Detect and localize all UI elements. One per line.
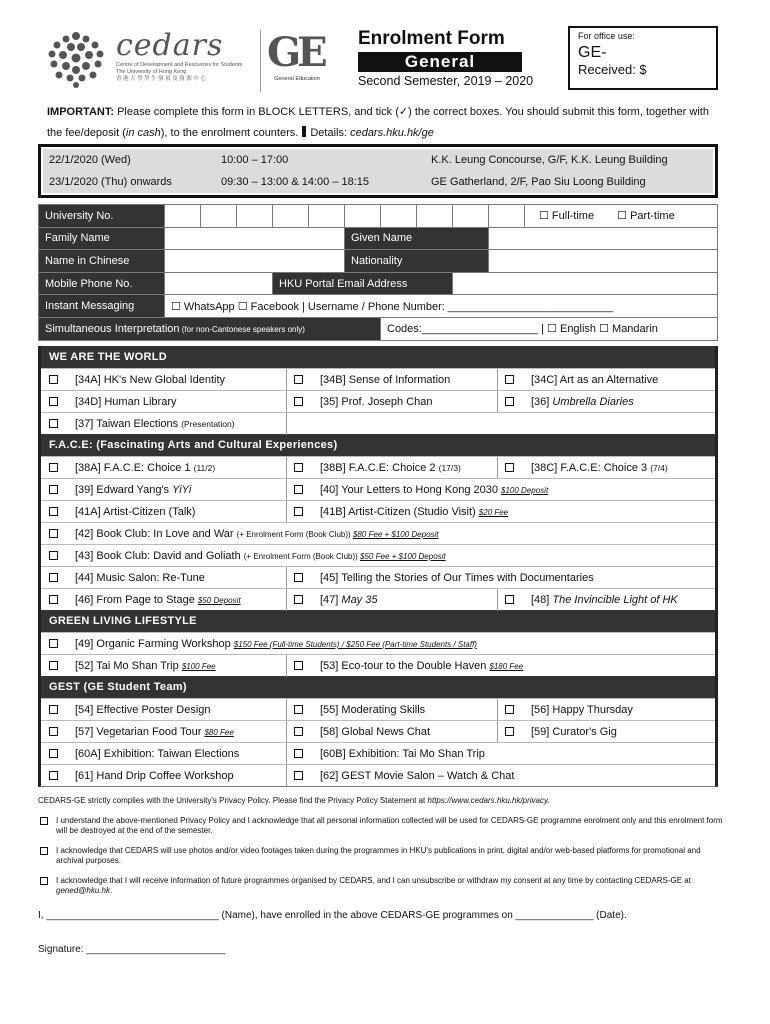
checkbox — [49, 507, 58, 516]
programme-57[interactable]: [57] Vegetarian Food Tour $80 Fee — [41, 721, 286, 743]
section-world: WE ARE THE WORLD — [41, 346, 715, 368]
section-gest: GEST (GE Student Team) — [41, 676, 715, 698]
programme-47[interactable]: [47] May 35 — [286, 589, 496, 611]
university-no-label: University No. — [39, 205, 165, 228]
programme-41a[interactable]: [41A] Artist-Citizen (Talk) — [41, 501, 286, 523]
programme-36[interactable]: [36] Umbrella Diaries — [497, 391, 721, 413]
cedars-subtitle: Centre of Development and Resources for Students The University of Hong Kong 香 港 大 學 學 生 發 展 及 資 源 中 心 — [116, 62, 243, 82]
university-no-digit[interactable] — [345, 205, 381, 228]
section-green: GREEN LIVING LIFESTYLE — [41, 610, 715, 632]
checkbox — [505, 705, 514, 714]
checkbox — [49, 375, 58, 384]
checkbox — [49, 749, 58, 758]
checkbox — [294, 463, 303, 472]
checkbox — [49, 397, 58, 406]
checkbox — [49, 551, 58, 560]
important-notice: IMPORTANT: Please complete this form in BLOCK LETTERS, and tick (✓) the correct boxes. You should submit this form, together with the fee/deposit (in cash), to the enrolment counters. Details: cedars.hku.hk/ge — [47, 106, 709, 139]
programme-60b[interactable]: [60B] Exhibition: Tai Mo Shan Trip — [286, 743, 721, 765]
checkbox — [294, 397, 303, 406]
checkbox — [40, 877, 48, 885]
ack-photos[interactable]: I acknowledge that CEDARS will use photos and/or video footages taken during the programmes in HKU's publications in print, digital and/or web-based platforms for promotional and archival purposes. — [38, 846, 728, 867]
table-row — [41, 412, 715, 434]
checkbox — [294, 771, 303, 780]
programme-34c[interactable]: [34C] Art as an Alternative — [497, 369, 721, 391]
checkbox — [49, 727, 58, 736]
checkbox — [49, 595, 58, 604]
programme-40[interactable]: [40] Your Letters to Hong Kong 2030 $100 Deposit — [286, 479, 721, 501]
cedars-logo — [46, 28, 256, 88]
family-name-label: Family Name — [39, 227, 165, 250]
checkbox — [294, 705, 303, 714]
programme-42[interactable]: [42] Book Club: In Love and War (+ Enrolment Form (Book Club)) $80 Fee + $100 Deposit — [41, 523, 721, 545]
office-code: GE- — [578, 44, 607, 61]
university-no-digit[interactable] — [273, 205, 309, 228]
table-row — [41, 544, 715, 566]
programme-59[interactable]: [59] Curator's Gig — [497, 721, 721, 743]
office-use-box — [568, 26, 718, 90]
office-received: Received: $ — [578, 62, 647, 77]
privacy-footer — [38, 796, 728, 897]
interpretation-codes[interactable]: Codes:___________________ | ☐ English ☐ Mandarin — [381, 317, 718, 340]
table-row — [41, 720, 715, 742]
semester-label: Second Semester, 2019 – 2020 — [358, 74, 534, 88]
programme-56[interactable]: [56] Happy Thursday — [497, 699, 721, 721]
programme-34b[interactable]: [34B] Sense of Information — [286, 369, 496, 391]
checkbox — [49, 661, 58, 670]
checkbox — [49, 485, 58, 494]
checkbox — [49, 419, 58, 428]
table-row — [41, 500, 715, 522]
checkbox — [49, 705, 58, 714]
office-use-label: For office use: — [578, 31, 635, 41]
programme-34a[interactable]: [34A] HK's New Global Identity — [41, 369, 286, 391]
privacy-link[interactable]: https://www.cedars.hku.hk/privacy. — [427, 796, 550, 805]
university-no-digit[interactable] — [165, 205, 201, 228]
checkbox — [49, 573, 58, 582]
interpretation-label: Simultaneous Interpretation (for non-Cantonese speakers only) — [39, 317, 381, 340]
schedule-row: 22/1/2020 (Wed) 10:00 – 17:00 K.K. Leung Concourse, G/F, K.K. Leung Building — [49, 154, 668, 166]
university-no-digit[interactable] — [453, 205, 489, 228]
privacy-statement: CEDARS-GE strictly complies with the University's Privacy Policy. Please find the Privacy Policy Statement at https://www.cedars.hku.hk/privacy. — [38, 796, 550, 805]
table-row — [41, 742, 715, 764]
checkbox — [505, 397, 514, 406]
ack-newsletter[interactable]: I acknowledge that I will receive information of future programmes organised by CEDARS, and I can unsubscribe or withdraw my consent at any time by contacting CEDARS-GE at gened@hku.hk. — [38, 876, 728, 897]
form-header — [40, 24, 730, 94]
table-row — [41, 632, 715, 654]
table-row — [41, 478, 715, 500]
im-label: Instant Messaging — [39, 295, 165, 318]
cedars-wordmark: cedars — [116, 28, 224, 63]
table-row — [41, 588, 715, 610]
bullet-bar-icon — [302, 126, 306, 137]
table-row — [41, 368, 715, 390]
table-row — [41, 764, 715, 786]
table-row — [41, 522, 715, 544]
ge-caption: General Education — [274, 76, 320, 82]
ge-logo — [260, 30, 330, 92]
chinese-name-field[interactable] — [165, 250, 345, 273]
checkbox — [294, 485, 303, 494]
programme-48[interactable]: [48] The Invincible Light of HK — [497, 589, 721, 611]
programme-44[interactable]: [44] Music Salon: Re-Tune — [41, 567, 286, 589]
checkbox — [294, 727, 303, 736]
programme-39[interactable]: [39] Edward Yang's YiYi — [41, 479, 286, 501]
programme-34d[interactable]: [34D] Human Library — [41, 391, 286, 413]
checkbox — [294, 375, 303, 384]
full-time-checkbox[interactable]: ☐ Full-time — [539, 210, 595, 223]
checkbox — [505, 595, 514, 604]
programme-55[interactable]: [55] Moderating Skills — [286, 699, 496, 721]
part-time-checkbox[interactable]: ☐ Part-time — [617, 210, 675, 223]
checkbox — [49, 771, 58, 780]
programme-35[interactable]: [35] Prof. Joseph Chan — [286, 391, 496, 413]
programme-62[interactable]: [62] GEST Movie Salon – Watch & Chat — [286, 765, 721, 787]
title-block — [358, 28, 558, 88]
checkbox — [505, 463, 514, 472]
university-no-digit[interactable] — [381, 205, 417, 228]
programme-37[interactable]: [37] Taiwan Elections (Presentation) — [41, 413, 286, 435]
programme-61[interactable]: [61] Hand Drip Coffee Workshop — [41, 765, 286, 787]
cedars-dots-icon — [46, 30, 106, 88]
chinese-name-label: Name in Chinese — [39, 250, 165, 273]
study-mode[interactable] — [525, 205, 718, 228]
nationality-label: Nationality — [345, 250, 489, 273]
section-face: F.A.C.E: (Fascinating Arts and Cultural Experiences) — [41, 434, 715, 456]
programme-38c[interactable]: [38C] F.A.C.E: Choice 3 (7/4) — [497, 457, 721, 479]
checkbox — [294, 661, 303, 670]
university-no-digit[interactable] — [489, 205, 525, 228]
checkbox — [294, 595, 303, 604]
ack-privacy[interactable]: I understand the above-mentioned Privacy Policy and I acknowledge that all personal information collected will be used for CEDARS-GE programme enrolment only and this enrolment form will be destroyed at the end of the semester. — [38, 816, 728, 837]
checkbox — [40, 847, 48, 855]
schedule-row: 23/1/2020 (Thu) onwards 09:30 – 13:00 & 14:00 – 18:15 GE Gatherland, 2/F, Pao Siu Loong Building — [49, 176, 646, 188]
programme-54[interactable]: [54] Effective Poster Design — [41, 699, 286, 721]
programme-46[interactable]: [46] From Page to Stage $50 Deposit — [41, 589, 286, 611]
checkbox — [505, 727, 514, 736]
mobile-label: Mobile Phone No. — [39, 272, 165, 295]
given-name-field[interactable] — [489, 227, 718, 250]
mobile-field[interactable] — [165, 272, 273, 295]
checkbox — [294, 573, 303, 582]
enrolment-declaration[interactable]: I, _______________________________ (Name), have enrolled in the above CEDARS-GE programmes on ______________ (Date). — [38, 910, 627, 921]
checkbox — [294, 507, 303, 516]
university-no-digit[interactable] — [309, 205, 345, 228]
details-link[interactable]: cedars.hku.hk/ge — [350, 127, 434, 139]
programme-38b[interactable]: [38B] F.A.C.E: Choice 2 (17/3) — [286, 457, 496, 479]
ge-mark-icon: GE — [267, 29, 324, 76]
university-no-digit[interactable] — [237, 205, 273, 228]
table-row — [41, 456, 715, 478]
programme-list — [38, 346, 718, 787]
portal-email-field[interactable] — [453, 272, 718, 295]
nationality-field[interactable] — [489, 250, 718, 273]
programme-49[interactable]: [49] Organic Farming Workshop $150 Fee (Full-time Students) / $250 Fee (Part-time Students / Staff) — [41, 633, 721, 655]
university-no-digit[interactable] — [201, 205, 237, 228]
programme-41b[interactable]: [41B] Artist-Citizen (Studio Visit) $20 Fee — [286, 501, 721, 523]
enrolment-schedule — [38, 144, 718, 198]
checkbox — [49, 639, 58, 648]
form-type-banner: General — [358, 52, 522, 72]
programme-58[interactable]: [58] Global News Chat — [286, 721, 496, 743]
family-name-field[interactable] — [165, 227, 345, 250]
university-no-digit[interactable] — [417, 205, 453, 228]
programme-43[interactable]: [43] Book Club: David and Goliath (+ Enrolment Form (Book Club)) $50 Fee + $100 Deposit — [41, 545, 721, 567]
given-name-label: Given Name — [345, 227, 489, 250]
checkbox — [49, 529, 58, 538]
portal-email-label: HKU Portal Email Address — [273, 272, 453, 295]
signature-line[interactable]: Signature: _________________________ — [38, 944, 226, 955]
table-row — [41, 390, 715, 412]
page-title: Enrolment Form — [358, 28, 505, 49]
table-row — [41, 654, 715, 676]
programme-60a[interactable]: [60A] Exhibition: Taiwan Elections — [41, 743, 286, 765]
table-row — [41, 698, 715, 720]
personal-info-table — [38, 204, 718, 341]
checkbox — [505, 375, 514, 384]
checkbox — [49, 463, 58, 472]
table-row — [41, 566, 715, 588]
checkbox — [294, 749, 303, 758]
programme-52[interactable]: [52] Tai Mo Shan Trip $100 Fee — [41, 655, 286, 677]
programme-53[interactable]: [53] Eco-tour to the Double Haven $180 Fee — [286, 655, 721, 677]
checkbox — [40, 817, 48, 825]
programme-45[interactable]: [45] Telling the Stories of Our Times with Documentaries — [286, 567, 721, 589]
im-options[interactable]: ☐ WhatsApp ☐ Facebook | Username / Phone Number: ___________________________ — [165, 295, 718, 318]
programme-38a[interactable]: [38A] F.A.C.E: Choice 1 (11/2) — [41, 457, 286, 479]
